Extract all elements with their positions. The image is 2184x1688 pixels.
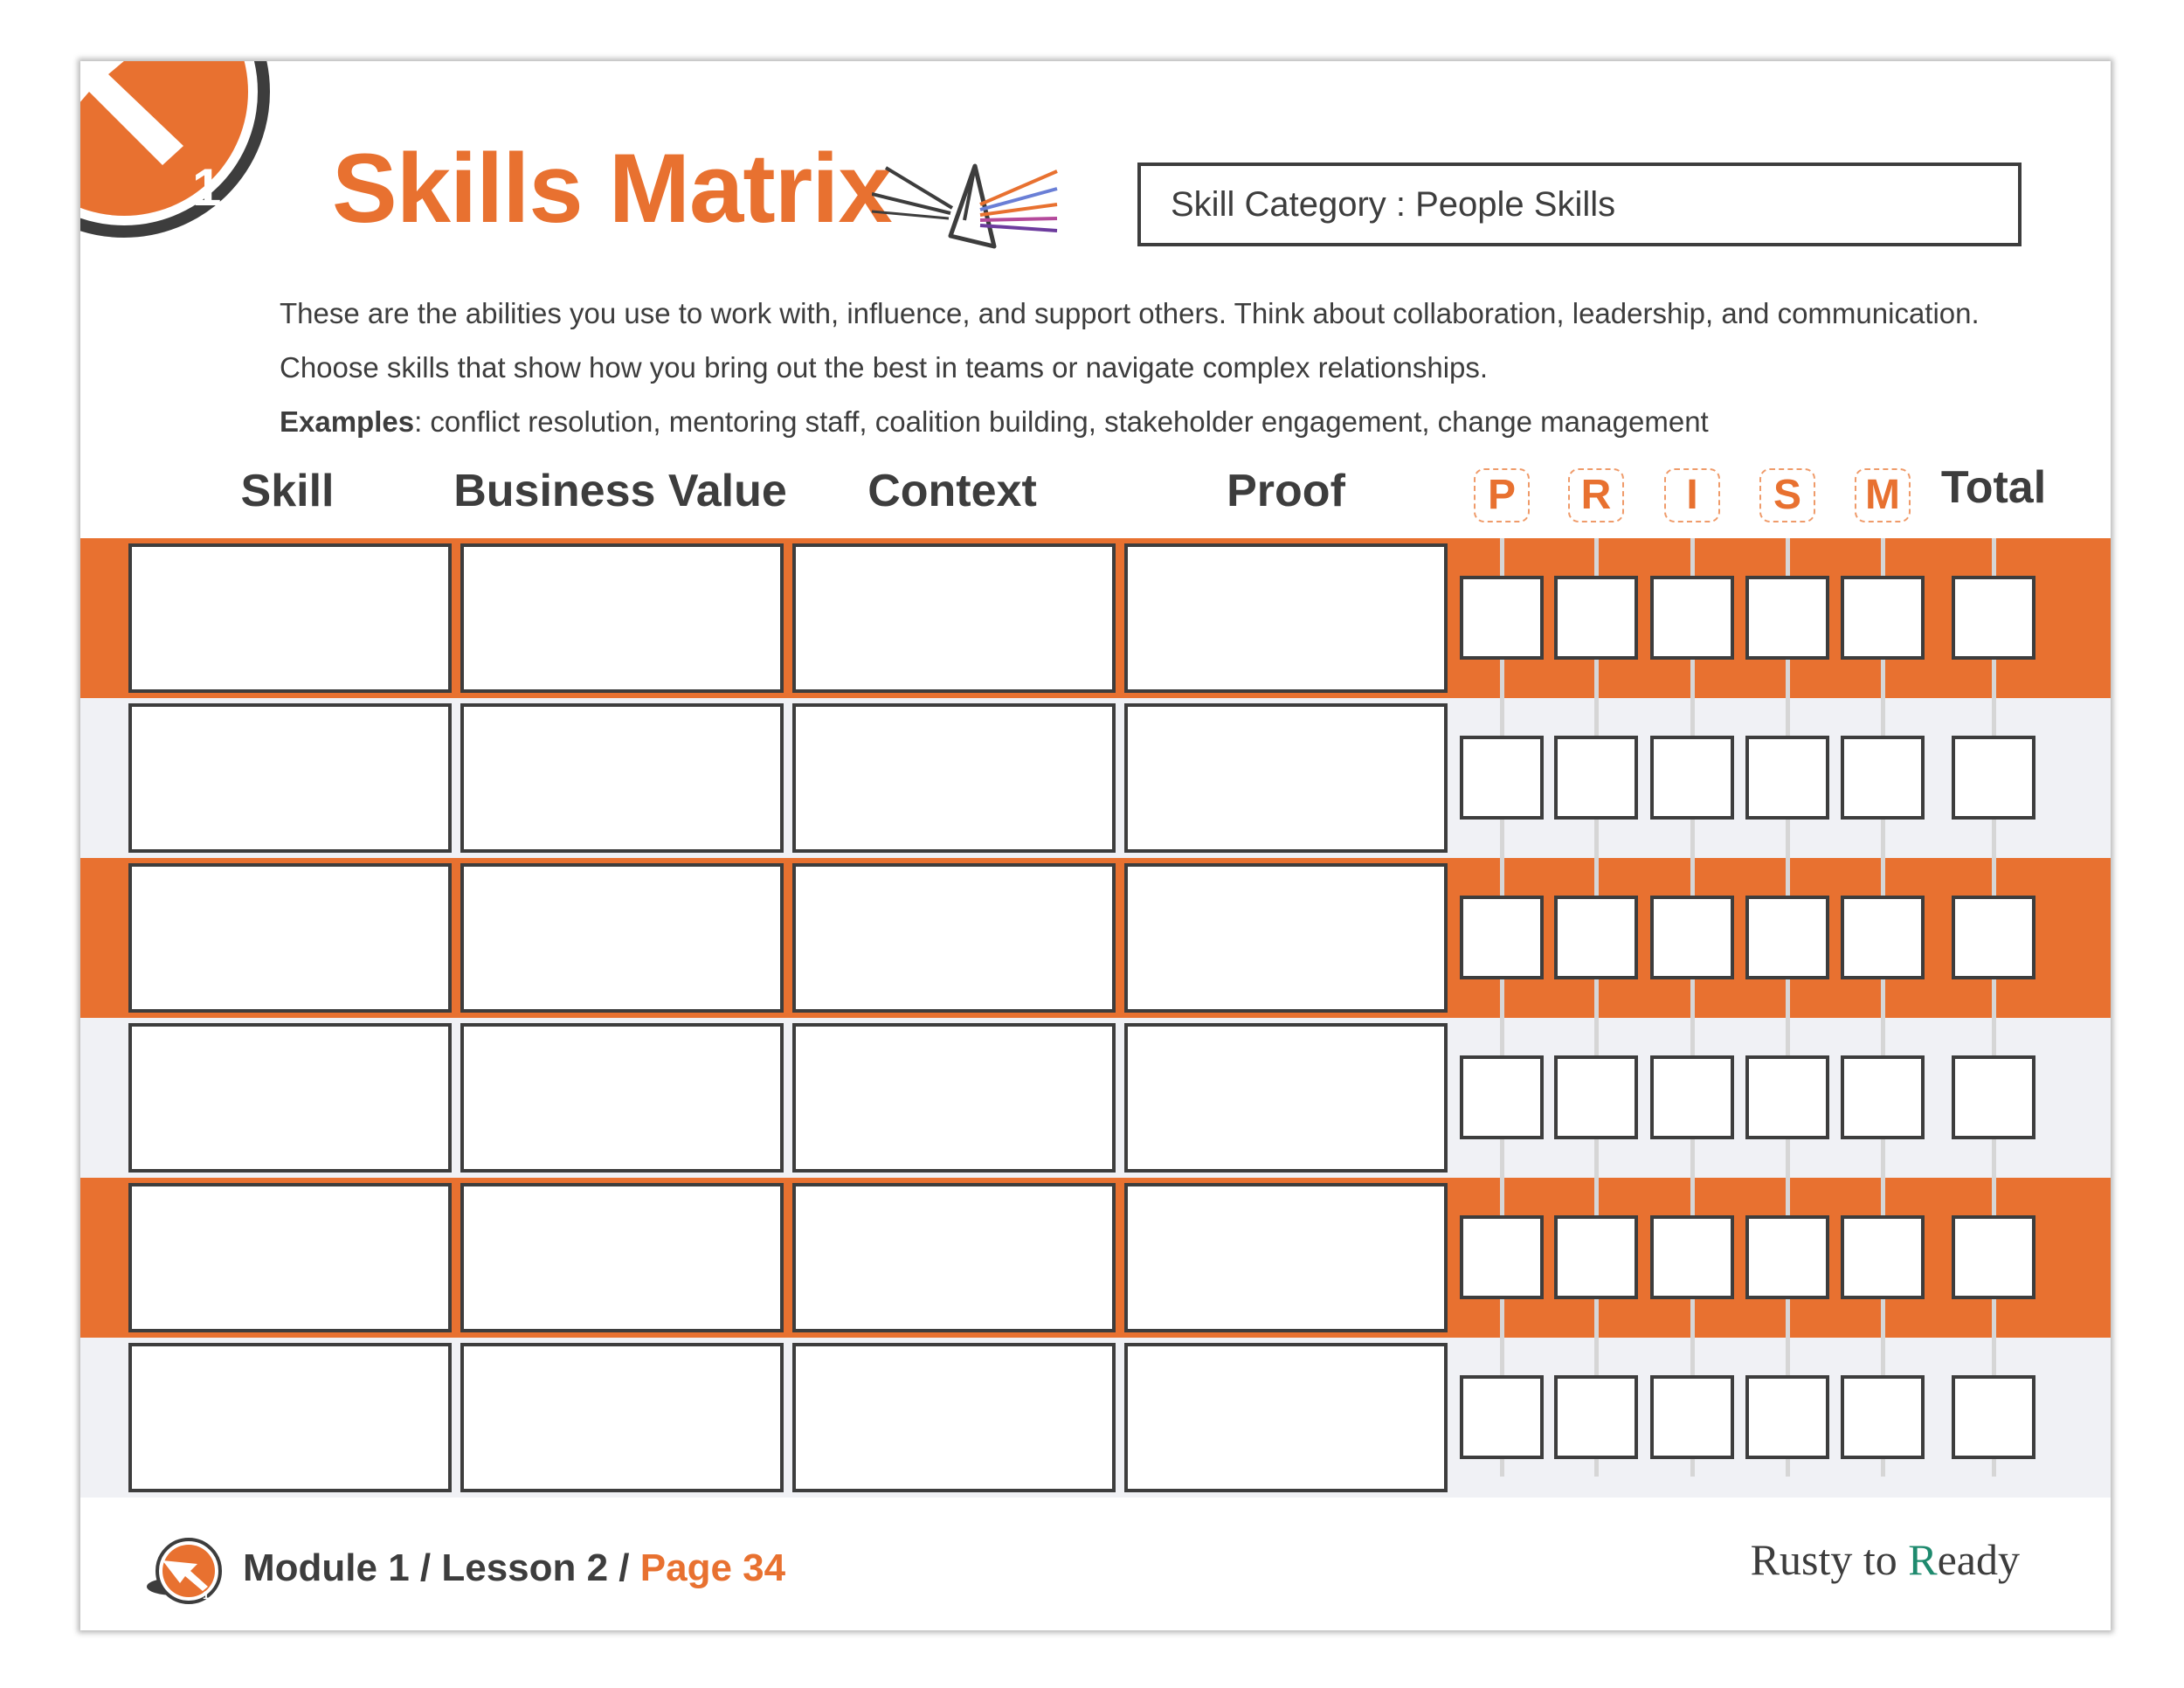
i-score-cell[interactable] <box>1650 736 1734 820</box>
r-score-cell[interactable] <box>1554 1055 1638 1139</box>
p-score-cell[interactable] <box>1460 1375 1544 1459</box>
r-score-cell[interactable] <box>1554 1215 1638 1299</box>
m-score-cell[interactable] <box>1841 1375 1925 1459</box>
m-score-cell[interactable] <box>1841 896 1925 979</box>
p-score-cell[interactable] <box>1460 736 1544 820</box>
p-score-cell[interactable] <box>1460 1055 1544 1139</box>
intro-line-2: Choose skills that show how you bring out the best in teams or navigate complex relationships. <box>280 351 1489 384</box>
header-prism-r: R <box>1568 468 1624 522</box>
header-prism-p: P <box>1474 468 1530 522</box>
business-value-cell[interactable] <box>460 863 784 1013</box>
context-cell[interactable] <box>792 703 1116 853</box>
m-score-cell[interactable] <box>1841 576 1925 660</box>
intro-line-1: These are the abilities you use to work with, influence, and support others. Think about collaboration, leadership, and communication. <box>280 297 1980 329</box>
total-score-cell[interactable] <box>1952 896 2035 979</box>
intro-text <box>280 287 2044 449</box>
proof-cell[interactable] <box>1124 1343 1448 1492</box>
header-proof: Proof <box>1227 466 1345 516</box>
total-score-cell[interactable] <box>1952 736 2035 820</box>
skill-cell[interactable] <box>128 1183 452 1332</box>
business-value-cell[interactable] <box>460 703 784 853</box>
skill-cell[interactable] <box>128 543 452 693</box>
i-score-cell[interactable] <box>1650 1375 1734 1459</box>
footer-module-badge-icon <box>143 1534 227 1609</box>
score-guide-line <box>1881 538 1885 1477</box>
score-guide-line <box>1992 538 1996 1477</box>
examples-text: : conflict resolution, mentoring staff, coalition building, stakeholder engagement, change management <box>414 405 1709 438</box>
s-score-cell[interactable] <box>1745 576 1829 660</box>
total-score-cell[interactable] <box>1952 576 2035 660</box>
i-score-cell[interactable] <box>1650 1055 1734 1139</box>
total-score-cell[interactable] <box>1952 1375 2035 1459</box>
r-score-cell[interactable] <box>1554 736 1638 820</box>
m-score-cell[interactable] <box>1841 1055 1925 1139</box>
i-score-cell[interactable] <box>1650 896 1734 979</box>
intro-examples <box>280 395 2044 449</box>
header-skill: Skill <box>240 466 335 516</box>
p-score-cell[interactable] <box>1460 576 1544 660</box>
context-cell[interactable] <box>792 863 1116 1013</box>
skill-cell[interactable] <box>128 1343 452 1492</box>
r-score-cell[interactable] <box>1554 1375 1638 1459</box>
m-score-cell[interactable] <box>1841 1215 1925 1299</box>
business-value-cell[interactable] <box>460 543 784 693</box>
footer-badge-number: 1 <box>203 1588 210 1602</box>
r-score-cell[interactable] <box>1554 576 1638 660</box>
s-score-cell[interactable] <box>1745 1215 1829 1299</box>
skill-category-field[interactable]: Skill Category : People Skills <box>1137 163 2022 246</box>
skill-cell[interactable] <box>128 703 452 853</box>
header-business-value: Business Value <box>453 466 787 516</box>
skill-cell[interactable] <box>128 863 452 1013</box>
module-number: 1 <box>192 158 222 217</box>
header-prism-i: I <box>1664 468 1720 522</box>
header-total: Total <box>1940 462 2047 513</box>
prism-icon <box>872 159 1064 255</box>
context-cell[interactable] <box>792 1343 1116 1492</box>
business-value-cell[interactable] <box>460 1023 784 1173</box>
brand-logo <box>1751 1534 2020 1585</box>
proof-cell[interactable] <box>1124 863 1448 1013</box>
module-badge-icon <box>80 61 273 240</box>
score-guide-line <box>1500 538 1504 1477</box>
context-cell[interactable] <box>792 1023 1116 1173</box>
page-title: Skills Matrix <box>332 134 892 243</box>
worksheet-page <box>80 61 2111 1630</box>
page-number: Page 34 <box>639 1546 786 1589</box>
brand-text-highlight: R <box>1908 1535 1938 1584</box>
p-score-cell[interactable] <box>1460 896 1544 979</box>
score-guide-line <box>1786 538 1790 1477</box>
p-score-cell[interactable] <box>1460 1215 1544 1299</box>
s-score-cell[interactable] <box>1745 736 1829 820</box>
brand-text-start: Rusty to <box>1750 1535 1909 1584</box>
score-guide-line <box>1690 538 1695 1477</box>
proof-cell[interactable] <box>1124 543 1448 693</box>
context-cell[interactable] <box>792 543 1116 693</box>
context-cell[interactable] <box>792 1183 1116 1332</box>
s-score-cell[interactable] <box>1745 1375 1829 1459</box>
header-prism-m: M <box>1855 468 1911 522</box>
s-score-cell[interactable] <box>1745 1055 1829 1139</box>
proof-cell[interactable] <box>1124 1183 1448 1332</box>
proof-cell[interactable] <box>1124 1023 1448 1173</box>
brand-text-end: eady <box>1937 1535 2020 1584</box>
header-prism-s: S <box>1759 468 1815 522</box>
header-context: Context <box>867 466 1037 516</box>
m-score-cell[interactable] <box>1841 736 1925 820</box>
i-score-cell[interactable] <box>1650 576 1734 660</box>
breadcrumb <box>243 1546 785 1590</box>
business-value-cell[interactable] <box>460 1183 784 1332</box>
proof-cell[interactable] <box>1124 703 1448 853</box>
s-score-cell[interactable] <box>1745 896 1829 979</box>
examples-label: Examples <box>280 405 415 438</box>
r-score-cell[interactable] <box>1554 896 1638 979</box>
score-guide-line <box>1594 538 1599 1477</box>
total-score-cell[interactable] <box>1952 1055 2035 1139</box>
business-value-cell[interactable] <box>460 1343 784 1492</box>
breadcrumb-module-lesson: Module 1 / Lesson 2 / <box>243 1546 640 1589</box>
skill-cell[interactable] <box>128 1023 452 1173</box>
i-score-cell[interactable] <box>1650 1215 1734 1299</box>
total-score-cell[interactable] <box>1952 1215 2035 1299</box>
